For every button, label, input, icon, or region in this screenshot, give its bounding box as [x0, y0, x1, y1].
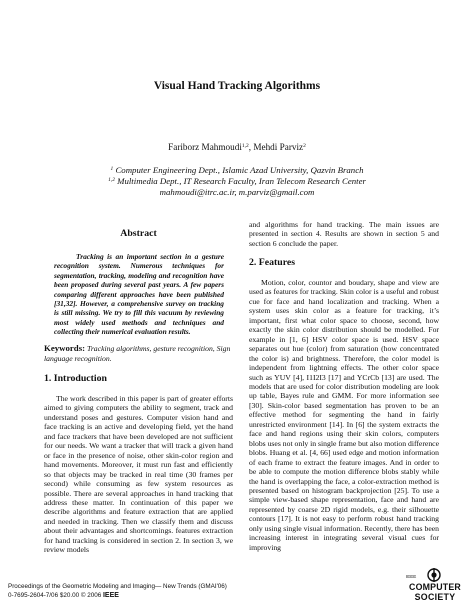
ieee-wordmark: IEEE [102, 592, 119, 599]
affiliations [0, 165, 474, 199]
affiliation-line [0, 165, 474, 176]
email-line: mahmoudi@itrc.ac.ir, m.parviz@gmail.com [159, 187, 315, 198]
features-heading: 2. Features [249, 257, 296, 268]
introduction-heading: 1. Introduction [44, 373, 107, 384]
features-text: Motion, color, countor and boudary, shape and view are used as features for tracking. Skin color is a useful and robust cue for face and hand localization and tracking. When a system uses skin color as a feature for tracking, it’s important, first what color space to choose, second, how exactly the skin color distribution should be modelled. For example in [1, 6] HSV color space is used. HSV space separates out hue (color) from saturation (how concentrated the color is) and brightness. Therefore, the color model is independent from lightning effects. The other color space such as YUV [4], I1I2I3 [17] and YCrCb [13] are used. The models that are used for color distribution modeling are look up table, Bayes rule and GMM. For more information see [30]. Skin-color based segmentation has proven to be an effective method for segmenting the hand in fairly unrestricted environment [14]. In [6] the system extracts the face and hand regions using their skin colors, computers blobs uses not only in single frame but also motion difference blobs. Huang et al. [4, 66] used edge and motion information of each frame to extract the feature images. And in order to be able to compute the motion difference blobs stably while the hand is overlapping the face, a color-extraction method is presented based on histogram backprojection [25]. To use a simple view-based shape representation, face and hand are represented by coarse 2D rigid models, e.g. their silhouette contours [17]. It is not easy to perform robust hand tracking only using single visual information. Recently, there has been increasing interest in integrating several visual cues for improving [249, 278, 439, 552]
paper-title: Visual Hand Tracking Algorithms [153, 80, 321, 92]
continuation-text: and algorithms for hand tracking. The main issues are presented in section 4. Results are shown in section 5 and section 6 conclude the paper. [249, 220, 439, 248]
abstract-text: Tracking is an important section in a gesture recognition system. Numerous techniques for segmentation, tracking, modeling and recognition have been proposed during several past years. A few papers comparing different approaches have been published [31,32]. However, a comprehensive survey on tracking is still missing. We try to fill this vacuum by reviewing most widely used methods and techniques and collecting their numerical evaluation results. [54, 252, 224, 337]
affiliation-superscript: 1,2 [108, 177, 115, 184]
isbn-text: 0-7695-2604-7/06 $20.00 © 2006 [8, 592, 102, 599]
proceedings-isbn-line [8, 591, 388, 600]
author-separator: , [248, 142, 254, 152]
abstract-body [54, 252, 224, 337]
logo-ieee-text: IEEE [406, 574, 417, 579]
introduction-body [44, 394, 233, 555]
keywords-label: Keywords: [44, 343, 86, 353]
right-column-continuation [249, 220, 439, 248]
introduction-text: The work described in this paper is part of greater efforts aimed to giving computers the ability to segment, track and understand poses and gestures. Computer vision hand and face tracking is an active and developing field, yet the hand and face trackers that have been developed are not sufficient for our needs. We want a tracker that will track a given hand or face in the presence of noise, other skin-color region and hand movements. Moreover, it must run fast and efficiently so that objects may be tracked in real time (30 frames per second) while consuming as few system resources as possible. There are several approaches in hand tracking that address these matter. In continuation of this paper we describe algorithms and feature extraction that are applied and needed in tracking. Then we classify them and discuss about their advantages and shortcomings. features extraction for hand tracking is considered in section 2. In section 3, we review models [44, 394, 233, 555]
keywords-text: Tracking algorithms, gesture recognition, Sign language recognition. [44, 344, 231, 363]
keywords [44, 344, 233, 363]
author-superscript: 1,2 [241, 143, 249, 149]
affiliation-text: Computer Engineering Dept., Islamic Azad University, Qazvin Branch [115, 165, 364, 175]
author-line [0, 142, 474, 152]
computer-society-logo [404, 568, 466, 608]
affiliation-text: Multimedia Dept., IT Research Faculty, Iran Telecom Research Center [117, 176, 366, 187]
features-body [249, 278, 439, 552]
abstract-heading: Abstract [120, 228, 157, 239]
proceedings-footer [8, 582, 388, 600]
affiliation-superscript: 1 [110, 166, 114, 172]
author-superscript: 2 [303, 143, 306, 149]
computer-society-icon [426, 568, 442, 582]
author-name: Fariborz Mahmoudi [168, 142, 242, 152]
logo-computer-text: COMPUTER [409, 582, 461, 592]
logo-society-text: SOCIETY [414, 592, 456, 602]
proceedings-title: Proceedings of the Geometric Modeling and Imaging— New Trends (GMAI'06) [8, 583, 227, 590]
affiliation-line [0, 176, 474, 187]
author-name: Mehdi Parviz [253, 142, 304, 152]
